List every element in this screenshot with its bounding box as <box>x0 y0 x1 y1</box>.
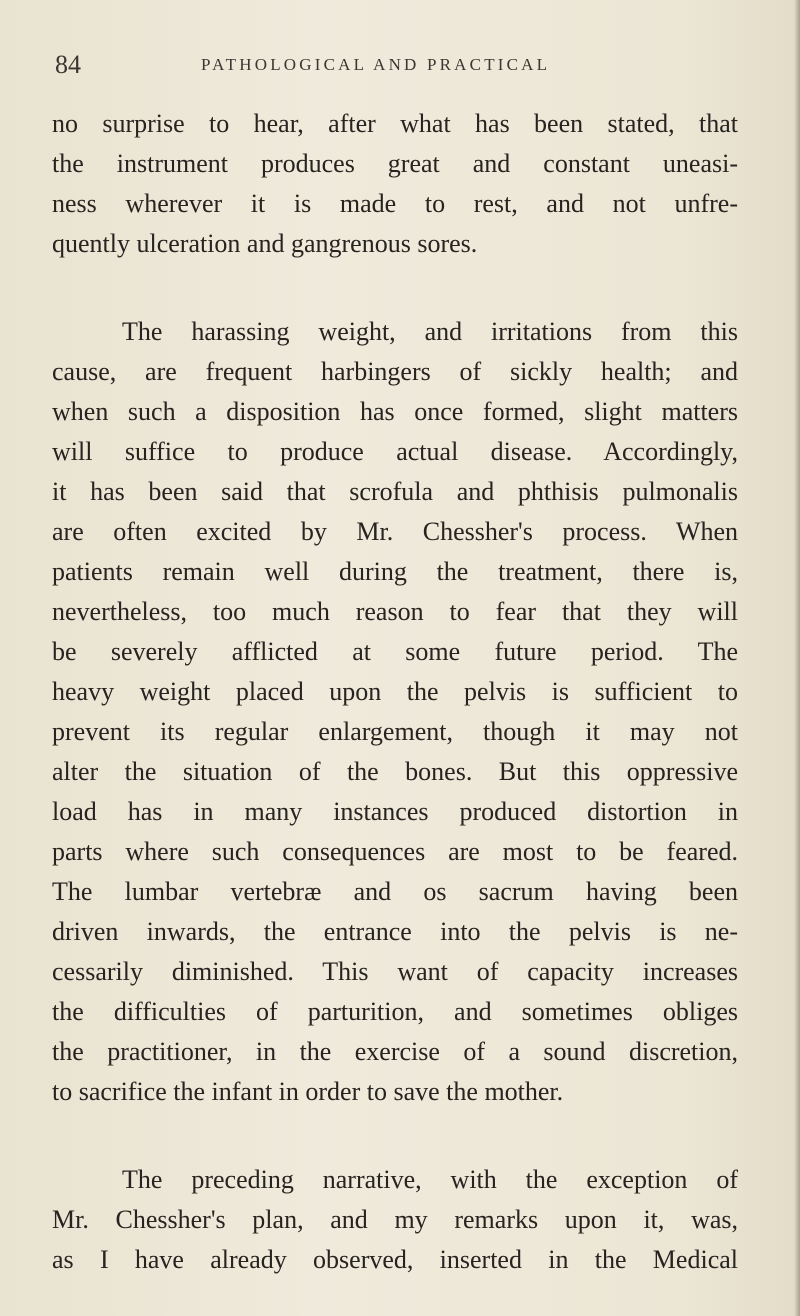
text-line: when such a disposition has once formed, slight matters <box>52 397 738 426</box>
body-text <box>52 104 738 1280</box>
text-line: The lumbar vertebræ and os sacrum having been <box>52 877 738 906</box>
text-line: quently ulceration and gangrenous sores. <box>52 229 478 258</box>
text-line: the practitioner, in the exercise of a sound discretion, <box>52 1037 738 1066</box>
text-line: The harassing weight, and irritations from this <box>122 317 738 346</box>
text-line: heavy weight placed upon the pelvis is sufficient to <box>52 677 738 706</box>
text-line: the difficulties of parturition, and sometimes obliges <box>52 997 738 1026</box>
text-line: as I have already observed, inserted in the Medical <box>52 1245 738 1274</box>
text-line: no surprise to hear, after what has been stated, that <box>52 109 738 138</box>
text-line: it has been said that scrofula and phthisis pulmonalis <box>52 477 738 506</box>
text-line: ness wherever it is made to rest, and not unfre- <box>52 189 738 218</box>
paragraph <box>52 1160 738 1280</box>
text-line: be severely afflicted at some future period. The <box>52 637 738 666</box>
text-line: patients remain well during the treatment, there is, <box>52 557 738 586</box>
text-line: alter the situation of the bones. But this oppressive <box>52 757 738 786</box>
text-line: are often excited by Mr. Chessher's process. When <box>52 517 738 546</box>
page-edge-shadow <box>794 0 800 1316</box>
text-line: nevertheless, too much reason to fear that they will <box>52 597 738 626</box>
paragraph <box>52 312 738 1112</box>
text-line: load has in many instances produced distortion in <box>52 797 738 826</box>
running-title: PATHOLOGICAL AND PRACTICAL <box>201 55 551 74</box>
paragraph-break <box>52 1112 738 1160</box>
paragraph <box>52 104 738 264</box>
page-number: 84 <box>55 50 81 79</box>
text-line: cessarily diminished. This want of capacity increases <box>52 957 738 986</box>
text-line: parts where such consequences are most to be feared. <box>52 837 738 866</box>
text-line: prevent its regular enlargement, though it may not <box>52 717 738 746</box>
text-line: will suffice to produce actual disease. Accordingly, <box>52 437 738 466</box>
text-line: to sacrifice the infant in order to save the mother. <box>52 1077 564 1106</box>
text-line: cause, are frequent harbingers of sickly health; and <box>52 357 738 386</box>
paragraph-break <box>52 264 738 312</box>
text-line: Mr. Chessher's plan, and my remarks upon it, was, <box>52 1205 738 1234</box>
running-head <box>55 50 755 84</box>
text-line: The preceding narrative, with the exception of <box>122 1165 738 1194</box>
text-line: the instrument produces great and constant uneasi- <box>52 149 738 178</box>
text-line: driven inwards, the entrance into the pelvis is ne- <box>52 917 738 946</box>
